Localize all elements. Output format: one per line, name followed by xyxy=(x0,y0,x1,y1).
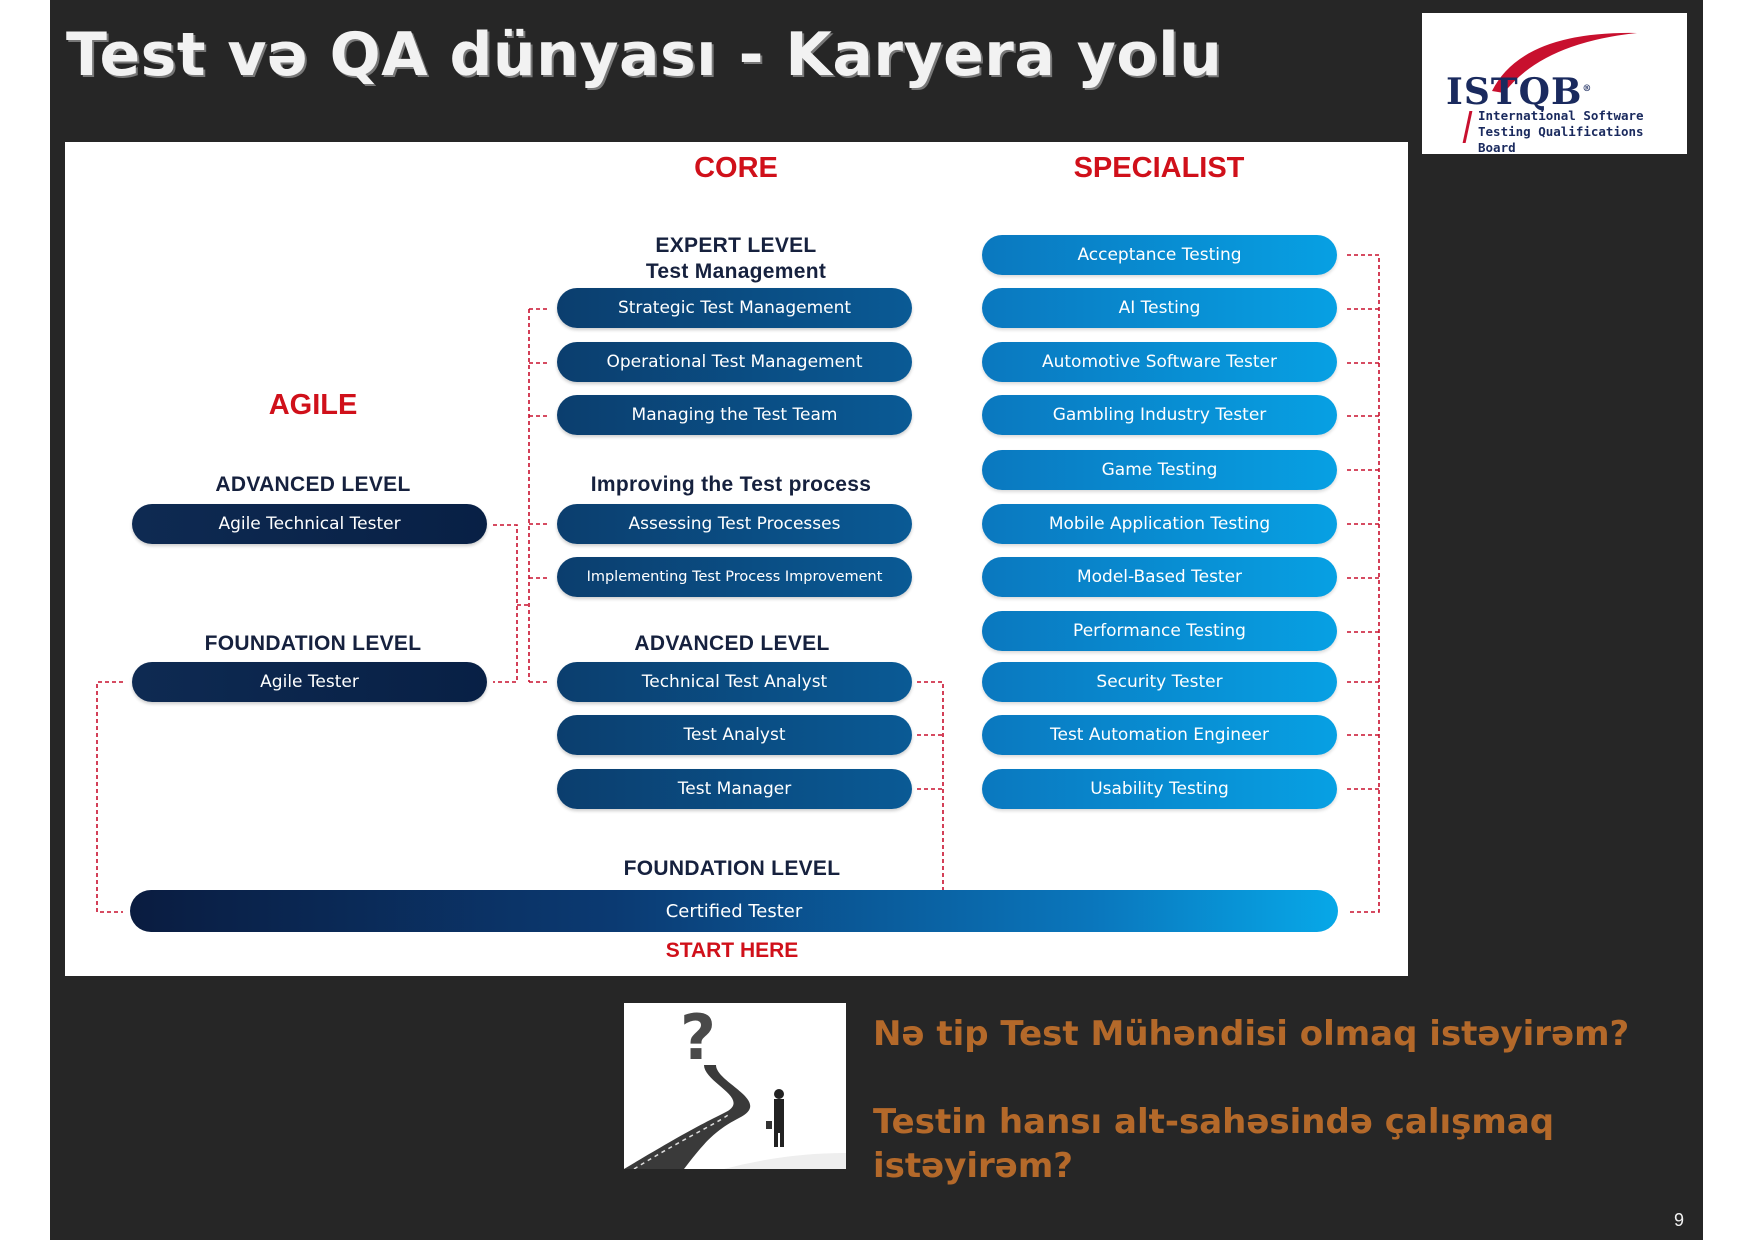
road-question-icon xyxy=(624,1003,846,1169)
core-advanced-label: ADVANCED LEVEL xyxy=(634,632,830,655)
pill-assessing-test-processes: Assessing Test Processes xyxy=(557,504,912,544)
start-here-label: START HERE xyxy=(665,939,799,962)
core-foundation-label: FOUNDATION LEVEL xyxy=(623,857,841,880)
pill-test-analyst: Test Analyst xyxy=(557,715,912,755)
pill-operational-test-management: Operational Test Management xyxy=(557,342,912,382)
pill-implementing-test-process-improvement: Implementing Test Process Improvement xyxy=(557,557,912,597)
pill-test-automation-engineer: Test Automation Engineer xyxy=(982,715,1337,755)
pill-performance-testing: Performance Testing xyxy=(982,611,1337,651)
pill-technical-test-analyst: Technical Test Analyst xyxy=(557,662,912,702)
career-path-diagram xyxy=(65,142,1408,976)
pill-automotive-software-tester: Automotive Software Tester xyxy=(982,342,1337,382)
pill-gambling-industry-tester: Gambling Industry Tester xyxy=(982,395,1337,435)
page-number: 9 xyxy=(1674,1210,1685,1230)
pill-agile-tester: Agile Tester xyxy=(132,662,487,702)
istqb-logo xyxy=(1422,13,1687,154)
core-header: CORE xyxy=(694,152,778,184)
specialist-header: SPECIALIST xyxy=(1073,152,1245,184)
slide-title: Test və QA dünyası - Karyera yolu xyxy=(66,20,1223,90)
pill-test-manager: Test Manager xyxy=(557,769,912,809)
pill-certified-tester: Certified Tester xyxy=(130,890,1338,932)
pill-managing-test-team: Managing the Test Team xyxy=(557,395,912,435)
logo-slash-icon xyxy=(1463,111,1473,143)
pill-acceptance-testing: Acceptance Testing xyxy=(982,235,1337,275)
question-2-line2: istəyirəm? xyxy=(873,1146,1073,1186)
question-2-line1: Testin hansı alt-sahəsində çalışmaq xyxy=(873,1102,1555,1142)
pill-security-tester: Security Tester xyxy=(982,662,1337,702)
agile-header: AGILE xyxy=(268,389,358,421)
logo-word: ISTQB® xyxy=(1446,71,1593,113)
road-question-image xyxy=(624,1003,846,1169)
pill-mobile-application-testing: Mobile Application Testing xyxy=(982,504,1337,544)
pill-usability-testing: Usability Testing xyxy=(982,769,1337,809)
improving-label: Improving the Test process xyxy=(590,473,872,496)
agile-advanced-label: ADVANCED LEVEL xyxy=(215,473,411,496)
expert-level-label: EXPERT LEVEL xyxy=(655,234,817,257)
pill-game-testing: Game Testing xyxy=(982,450,1337,490)
agile-foundation-label: FOUNDATION LEVEL xyxy=(204,632,422,655)
pill-strategic-test-management: Strategic Test Management xyxy=(557,288,912,328)
question-1: Nə tip Test Mühəndisi olmaq istəyirəm? xyxy=(873,1014,1630,1054)
logo-subtitle: International Software Testing Qualifications Board xyxy=(1478,108,1644,155)
pill-agile-technical-tester: Agile Technical Tester xyxy=(132,504,487,544)
pill-ai-testing: AI Testing xyxy=(982,288,1337,328)
pill-model-based-tester: Model-Based Tester xyxy=(982,557,1337,597)
test-management-label: Test Management xyxy=(645,260,827,283)
svg-text:?: ? xyxy=(680,1003,716,1074)
